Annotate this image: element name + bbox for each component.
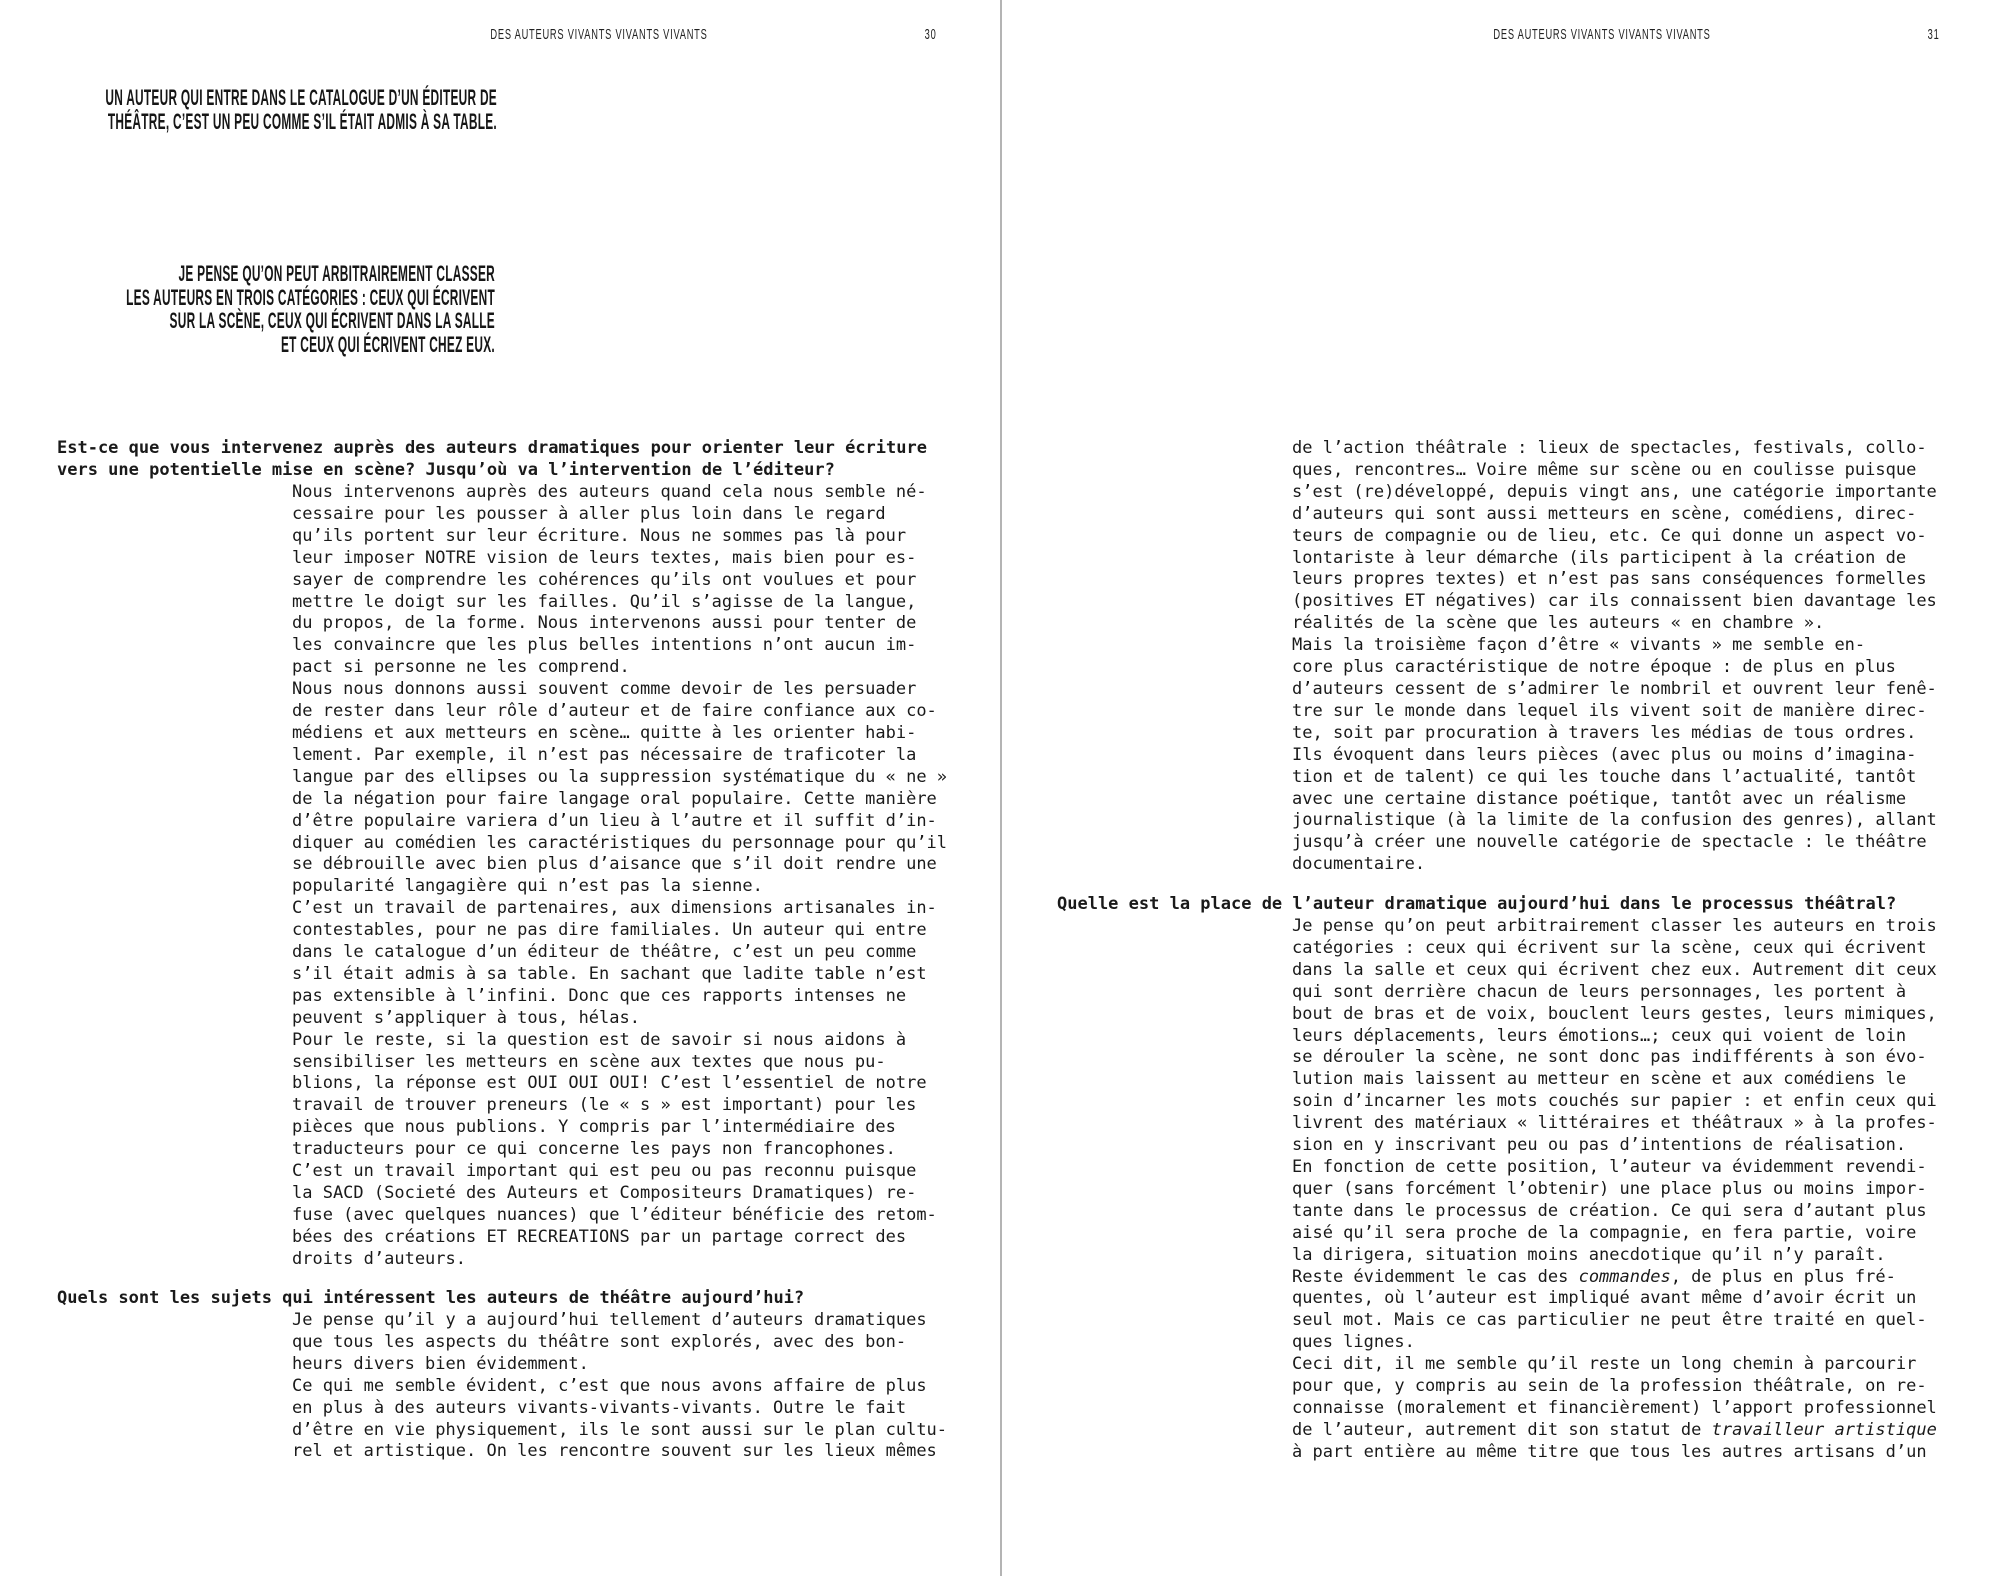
page-divider-line — [1000, 0, 1002, 1576]
page-number-left: 30 — [925, 27, 937, 43]
question-place-auteur-dramatique: Quelle est la place de l’auteur dramatique aujourd’hui dans le processus théâtral? — [1057, 894, 1897, 914]
pull-quote-trois-categories: JE PENSE QU’ON PEUT ARBITRAIREMENT CLASSER LES AUTEURS EN TROIS CATÉGORIES : CEUX QUI ÉCRIVENT SUR LA SCÈNE, CEUX QUI ÉCRIVENT DANS LA SALLE ET CEUX QUI ÉCRIVENT CHEZ EUX. — [126, 261, 496, 357]
question-sujets-auteurs: Quels sont les sujets qui intéressent les auteurs de théâtre aujourd’hui? — [57, 1288, 805, 1308]
answer-sujets-auteurs-continuation: de l’action théâtrale : lieux de spectacles, festivals, collo- ques, rencontres… Voire même sur scène ou en coulisse puisque s’est (re)développé, depuis vingt ans, une catégorie importante d’auteurs qui sont aussi metteurs en scène, comédiens, direc- teurs de compagnie ou de lieu, etc. Ce qui donne un aspect vo- lontariste à leur démarche (ils participent à la création de leurs propres textes) et n’est pas sans conséquences formelles (positives ET négatives) car ils connaissent bien davantage les réalités de la scène que les auteurs « en chambre ». Mais la troisième façon d’être « vivants » me semble en- core plus caractéristique de notre époque : de plus en plus d’auteurs cessent de s’admirer le nombril et ouvrent leur fenê- tre sur le monde dans lequel ils vivent soit de manière direc- te, soit par procuration à travers les médias de tous ordres. Ils évoquent dans leurs pièces (avec plus ou moins d’imagina- tion et de talent) ce qui les touche dans l’actualité, tantôt avec une certaine distance poétique, tantôt avec un réalisme journalistique (à la limite de la confusion des genres), allant jusqu’à créer une nouvelle catégorie de spectacle : le théâtre documentaire. — [1292, 438, 1937, 875]
answer-sujets-auteurs: Je pense qu’il y a aujourd’hui tellement d’auteurs dramatiques que tous les aspects du théâtre sont explorés, avec des bon- heurs divers bien évidemment. Ce qui me semble évident, c’est que nous avons affaire de plus en plus à des auteurs vivants-vivants-vivants. Outre le fait d’être en vie physiquement, ils le sont aussi sur le plan cultu- rel et artistique. On les rencontre souvent sur les lieux mêmes — [292, 1310, 948, 1462]
page-number-right: 31 — [1928, 27, 1940, 43]
running-header-right: DES AUTEURS VIVANTS VIVANTS VIVANTS — [1493, 27, 1711, 43]
running-header-left: DES AUTEURS VIVANTS VIVANTS VIVANTS — [490, 27, 708, 43]
answer-intervention-editeur: Nous intervenons auprès des auteurs quand cela nous semble né- cessaire pour les pousser à aller plus loin dans le regard qu’ils portent sur leur écriture. Nous ne sommes pas là pour leur imposer NOTRE vision de leurs textes, mais bien pour es- sayer de comprendre les cohérences qu’ils ont voulues et pour mettre le doigt sur les failles. Qu’il s’agisse de la langue, du propos, de la forme. Nous intervenons aussi pour tenter de les convaincre que les plus belles intentions n’ont aucun im- pact si personne ne les comprend. Nous nous donnons aussi souvent comme devoir de les persuader de rester dans leur rôle d’auteur et de faire confiance aux co- médiens et aux metteurs en scène… quitte à les orienter habi- lement. Par exemple, il n’est pas nécessaire de traficoter la langue par des ellipses ou la suppression systématique du « ne » de la négation pour faire langage oral populaire. Cette manière d’être populaire variera d’un lieu à l’autre et il suffit d’in- diquer au comédien les caractéristiques du personnage pour qu’il se débrouille avec bien plus d’aisance que s’il doit rendre une popularité langagière qui n’est pas la sienne. C’est un travail de partenaires, aux dimensions artisanales in- contestables, pour ne pas dire familiales. Un auteur qui entre dans le catalogue d’un éditeur de théâtre, c’est un peu comme s’il était admis à sa table. En sachant que ladite table n’est pas extensible à l’infini. Donc que ces rapports intenses ne peuvent s’appliquer à tous, hélas. Pour le reste, si la question est de savoir si nous aidons à sensibiliser les metteurs en scène aux textes que nous pu- blions, la réponse est OUI OUI OUI! C’est l’essentiel de notre travail de trouver preneurs (le « s » est important) pour les pièces que nous publions. Y compris par l’intermédiaire des traducteurs pour ce qui concerne les pays non francophones. C’est un travail important qui est peu ou pas reconnu puisque la SACD (Societé des Auteurs et Compositeurs Dramatiques) re- fuse (avec quelques nuances) que l’éditeur bénéficie des retom- bées des créations ET RECREATIONS par un partage correct des droits d’auteurs. — [292, 482, 948, 1269]
question-intervention-editeur: Est-ce que vous intervenez auprès des auteurs dramatiques pour orienter leur écriture vers une potentielle mise en scène? Jusqu’où va l’intervention de l’éditeur? — [57, 438, 927, 480]
pull-quote-catalogue: UN AUTEUR QUI ENTRE DANS LE CATALOGUE D’UN ÉDITEUR DE THÉÂTRE, C’EST UN PEU COMME S’IL ÉTAIT ADMIS À SA TABLE. — [105, 85, 498, 134]
answer-place-auteur-dramatique: Je pense qu’on peut arbitrairement classer les auteurs en trois catégories : ceux qui écrivent sur la scène, ceux qui écrivent dans la salle et ceux qui écrivent chez eux. Autrement dit ceux qui sont derrière chacun de leurs personnages, les portent à bout de bras et de voix, bouclent leurs gestes, leurs mimiques, leurs déplacements, leurs émotions…; ceux qui voient de loin se dérouler la scène, ne sont donc pas indifférents à son évo- lution mais laissent au metteur en scène et aux comédiens le soin d’incarner les mots couchés sur papier : et enfin ceux qui livrent des matériaux « littéraires et théâtraux » à la profes- sion en y inscrivant peu ou pas d’intentions de réalisation. En fonction de cette position, l’auteur va évidemment revendi- quer (sans forcément l’obtenir) une place plus ou moins impor- tante dans le processus de création. Ce qui sera d’autant plus aisé qu’il sera proche de la compagnie, en fera partie, voire la dirigera, situation moins anecdotique qu’il n’y paraît. Reste évidemment le cas des commandes, de plus en plus fré- quentes, où l’auteur est impliqué avant même d’avoir écrit un seul mot. Mais ce cas particulier ne peut être traité en quel- ques lignes. Ceci dit, il me semble qu’il reste un long chemin à parcourir pour que, y compris au sein de la profession théâtrale, on re- connaisse (moralement et financièrement) l’apport professionnel de l’auteur, autrement dit son statut de travailleur artistique à part entière au même titre que tous les autres artisans d’un — [1292, 916, 1937, 1462]
